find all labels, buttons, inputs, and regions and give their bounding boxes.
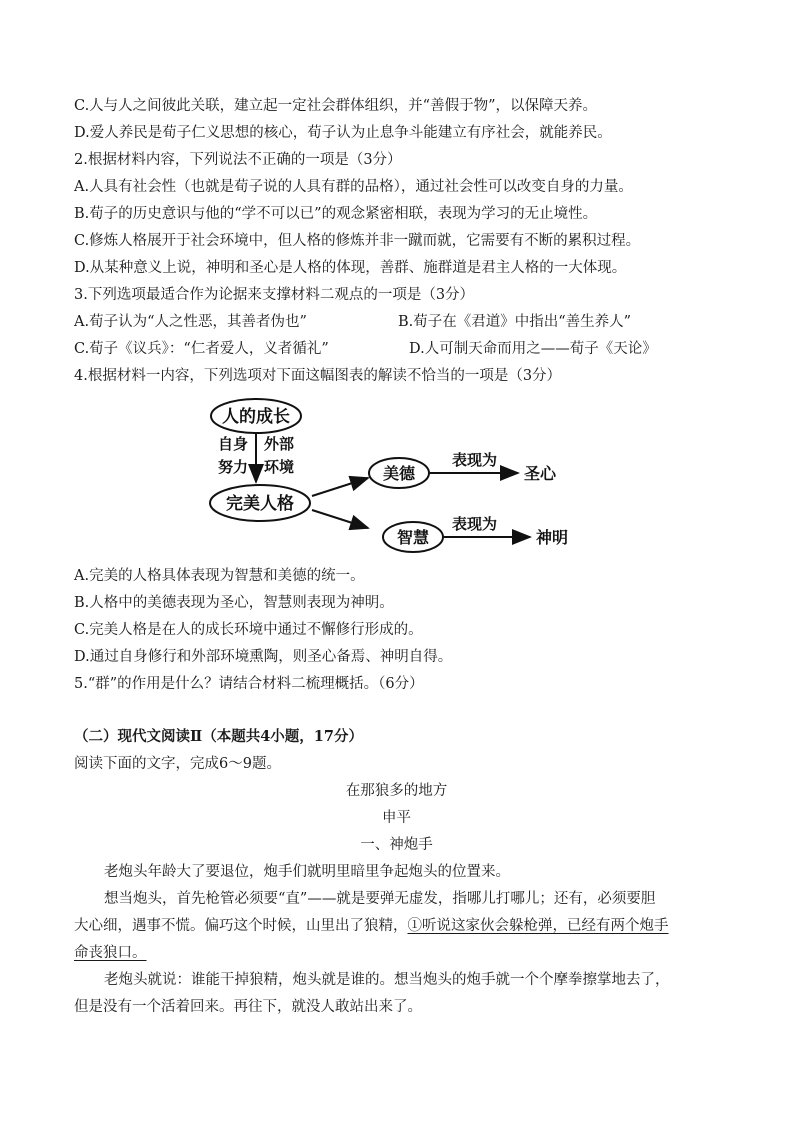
option-4a: A.完美的人格具体表现为智慧和美德的统一。: [74, 568, 365, 584]
option-4c: C.完美人格是在人的成长环境中通过不懈修行形成的。: [74, 622, 423, 638]
story-author: 申平: [382, 810, 411, 826]
external-env-label-2: 环境: [264, 458, 295, 476]
paragraph-2-line-1: 想当炮头，首先枪管必须要“直”——就是要弹无虚发，指哪儿打哪儿；还有，必须要胆: [104, 891, 656, 907]
story-title: 在那狼多的地方: [345, 783, 448, 799]
personality-diagram: [200, 396, 600, 556]
section-heading: （二）现代文阅读Ⅱ（本题共4小题，17分）: [74, 728, 363, 745]
paragraph-1: 老炮头年龄大了要退位，炮手们就明里暗里争起炮头的位置来。: [104, 864, 510, 880]
option-2d: D.从某种意义上说，神明和圣心是人格的体现，善群、施群道是君主人格的一大体现。: [74, 260, 627, 276]
self-effort-label-2: 努力: [218, 458, 249, 476]
paragraph-2-line-2: [74, 916, 669, 936]
growth-label: 人的成长: [222, 407, 290, 427]
paragraph-2-text: 大心细，遇事不慌。偏巧这个时候，山里出了狼精，: [74, 918, 408, 934]
external-env-label-1: 外部: [264, 435, 295, 453]
divine-label: 神明: [536, 528, 569, 547]
wisdom-label: 智慧: [396, 528, 430, 547]
perfect-personality-label: 完美人格: [226, 494, 294, 514]
question-3: 3.下列选项最适合作为论据来支撑材料二观点的一项是（3分）: [74, 287, 475, 303]
option-2a: A.人具有社会性（也就是荀子说的人具有群的品格），通过社会性可以改变自身的力量。: [74, 179, 633, 195]
option-2c: C.修炼人格展开于社会环境中，但人格的修炼并非一蹴而就，它需要有不断的累积过程。: [74, 233, 641, 249]
self-effort-label-1: 自身: [218, 435, 249, 453]
question-4: 4.根据材料一内容，下列选项对下面这幅图表的解读不恰当的一项是（3分）: [74, 368, 562, 384]
question-5: 5.“群”的作用是什么？请结合材料二梳理概括。（6分）: [74, 676, 424, 692]
sage-heart-label: 圣心: [524, 464, 557, 483]
option-1c: C.人与人之间彼此关联，建立起一定社会群体组织，并“善假于物”，以保障天养。: [74, 98, 598, 114]
chapter-heading: 一、神炮手: [360, 837, 433, 853]
option-3c: C.荀子《议兵》：“仁者爱人，义者循礼”: [74, 341, 329, 357]
underlined-sentence-1-end: 命丧狼口。: [74, 945, 147, 961]
option-1d: D.爱人养民是荀子仁义思想的核心，荀子认为止息争斗能建立有序社会，就能养民。: [74, 125, 612, 141]
manifest-label-1: 表现为: [452, 451, 498, 469]
underlined-sentence-1: ①听说这家伙会躲枪弹，已经有两个炮手: [407, 918, 669, 934]
option-4b: B.人格中的美德表现为圣心，智慧则表现为神明。: [74, 595, 394, 611]
option-3b: B.荀子在《君道》中指出“善生养人”: [398, 314, 632, 330]
option-4d: D.通过自身修行和外部环境熏陶，则圣心备焉、神明自得。: [74, 649, 453, 665]
manifest-label-2: 表现为: [452, 515, 498, 533]
paragraph-3-line-2: 但是没有一个活着回来。再往下，就没人敢站出来了。: [74, 999, 422, 1015]
reading-instruction: 阅读下面的文字，完成6～9题。: [74, 756, 281, 772]
question-2: 2.根据材料内容，下列说法不正确的一项是（3分）: [74, 152, 402, 168]
wisdom-arrow: [312, 510, 368, 528]
option-3a: A.荀子认为“人之性恶，其善者伪也”: [74, 314, 307, 330]
option-2b: B.荀子的历史意识与他的“学不可以已”的观念紧密相联，表现为学习的无止境性。: [74, 206, 598, 222]
virtue-arrow: [312, 478, 368, 496]
option-3d: D.人可制天命而用之——荀子《天论》: [409, 341, 657, 357]
paragraph-3-line-1: 老炮头就说：谁能干掉狼精，炮头就是谁的。想当炮头的炮手就一个个摩拳擦掌地去了，: [104, 972, 670, 988]
virtue-label: 美德: [382, 464, 416, 483]
